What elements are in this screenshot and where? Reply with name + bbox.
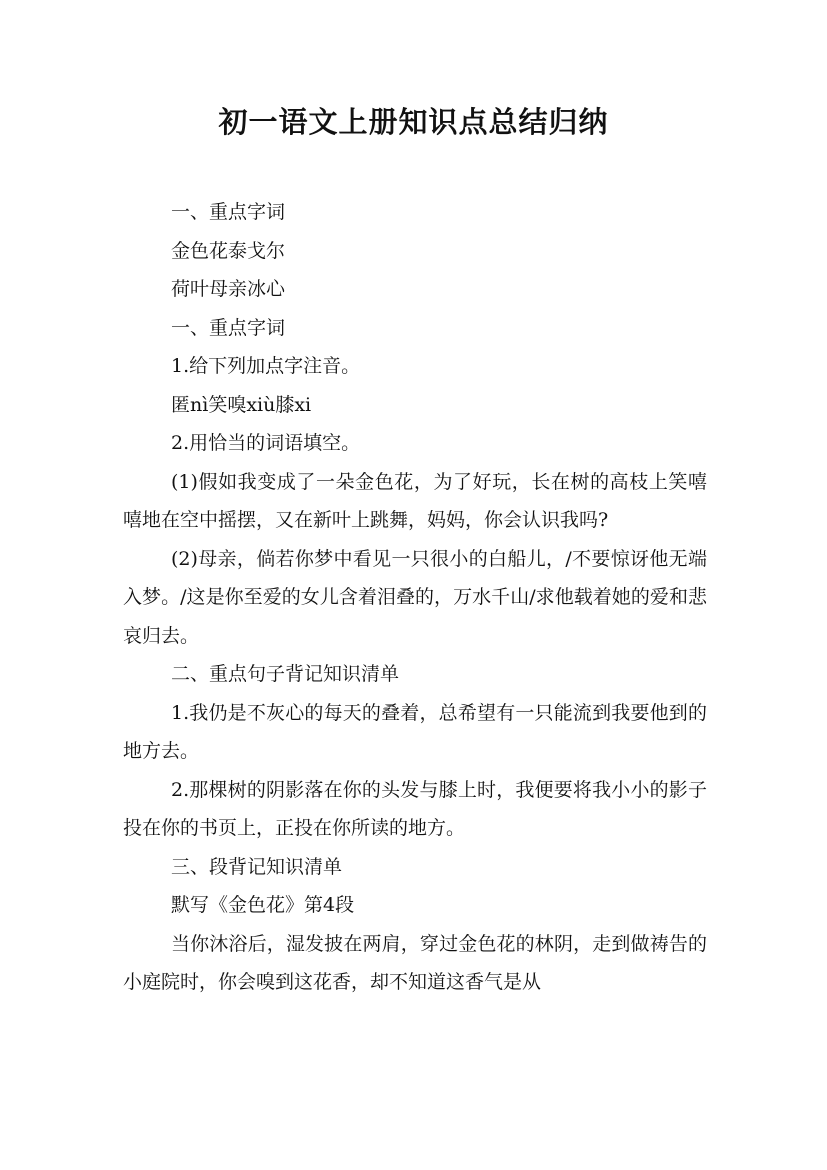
exercise-item: 2.用恰当的词语填空。: [171, 432, 361, 454]
text-line: 金色花泰戈尔: [171, 239, 286, 262]
paragraph: 2.那棵树的阴影落在你的头发与膝上时，我便要将我小小的影子投在你的书页上，正投在你所读的地方。: [123, 778, 707, 839]
pinyin-line: 匿nì笑嗅xiù膝xi: [171, 393, 312, 416]
paragraph: 当你沐浴后，湿发披在两肩，穿过金色花的林阴，走到做祷告的小庭院时，你会嗅到这花香，却不知道这香气是从: [123, 932, 707, 993]
section-heading: 三、段背记知识清单: [171, 855, 343, 878]
section-heading: 一、重点字词: [171, 201, 286, 223]
paragraph: (2)母亲，倘若你梦中看见一只很小的白船儿，/不要惊讶他无端入梦。/这是你至爱的女儿含着泪叠的，万水千山/求他载着她的爱和悲哀归去。: [123, 547, 707, 647]
text-line: 默写《金色花》第4段: [171, 894, 355, 916]
paragraph: (1)假如我变成了一朵金色花，为了好玩，长在树的高枝上笑嘻嘻地在空中摇摆，又在新叶上跳舞，妈妈，你会认识我吗?: [123, 470, 707, 531]
document-title: 初一语文上册知识点总结归纳: [218, 105, 609, 139]
paragraph: 1.我仍是不灰心的每天的叠着，总希望有一只能流到我要他到的地方去。: [123, 701, 707, 762]
document-body: [123, 193, 707, 1002]
exercise-item: 1.给下列加点字注音。: [171, 355, 361, 377]
section-heading: 一、重点字词: [171, 316, 286, 339]
section-heading: 二、重点句子背记知识清单: [171, 663, 400, 685]
text-line: 荷叶母亲冰心: [171, 278, 286, 300]
